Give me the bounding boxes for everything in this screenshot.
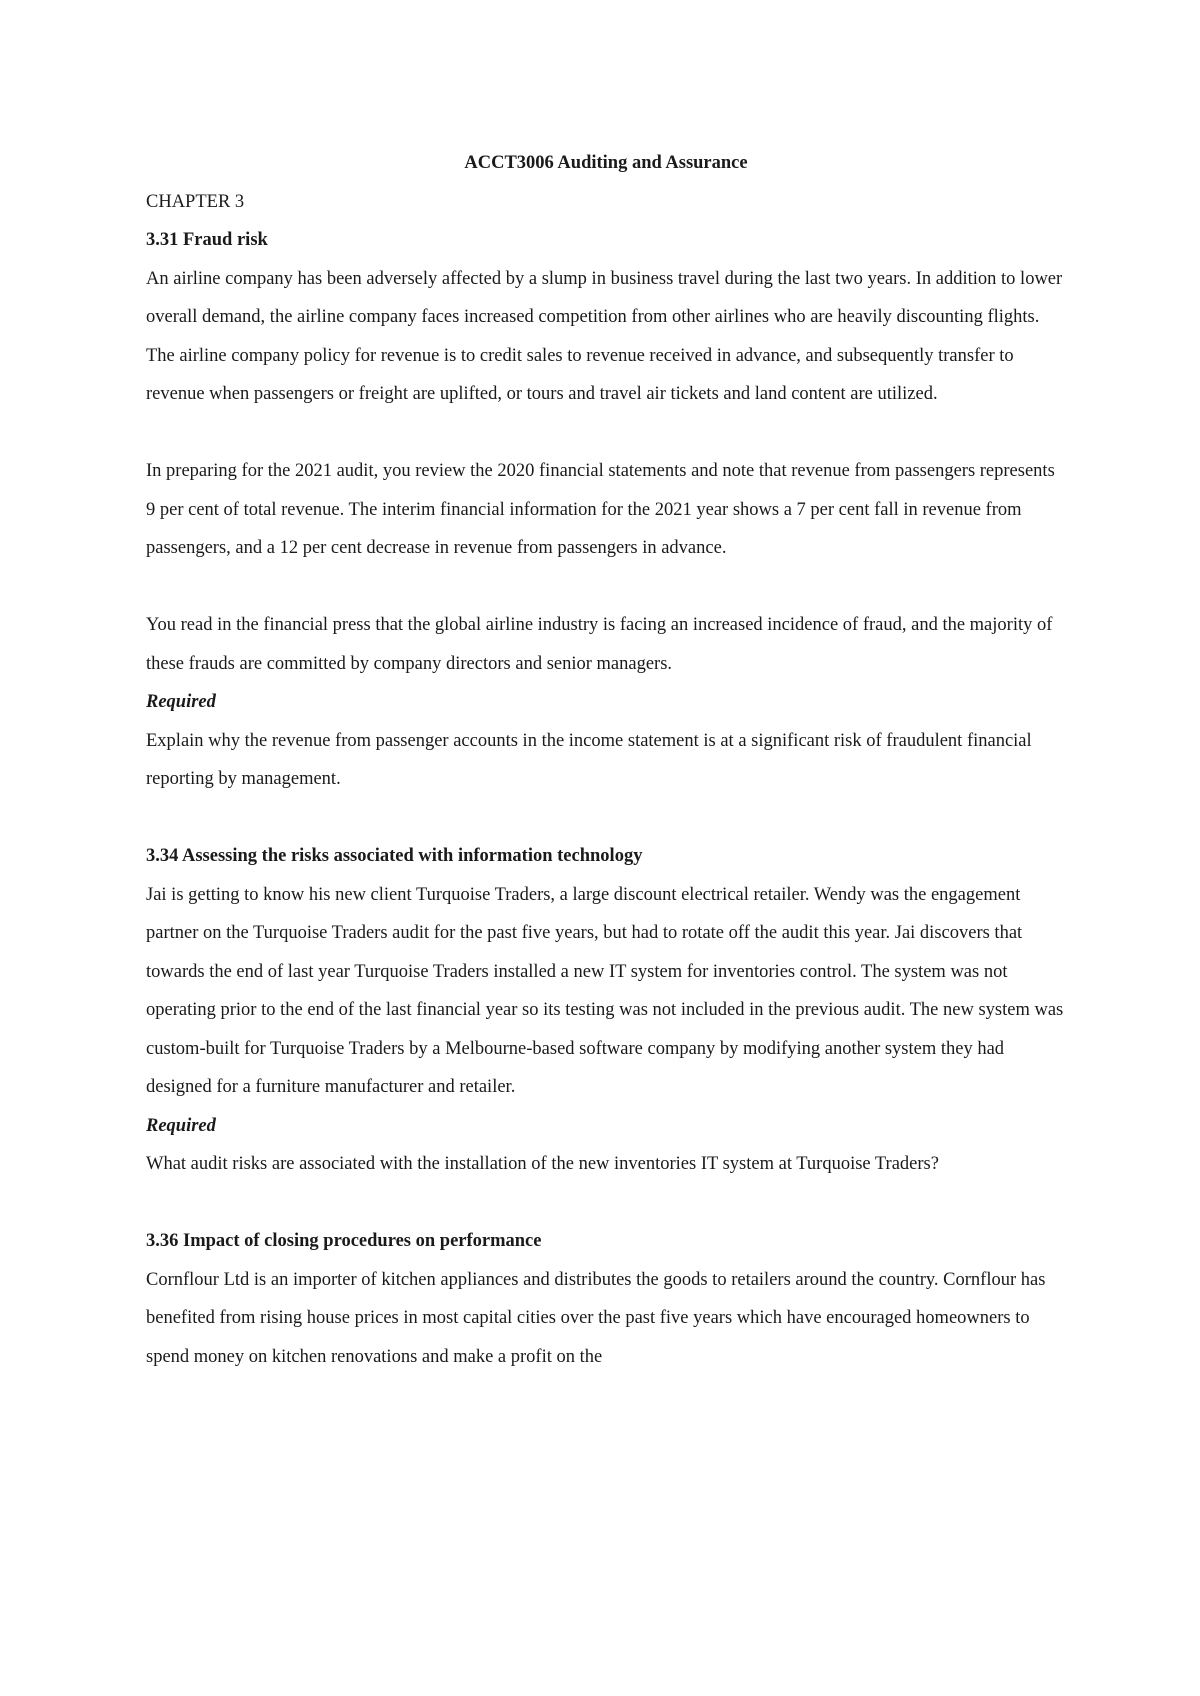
required-label: Required	[146, 1115, 216, 1136]
section-paragraph: Jai is getting to know his new client Turquoise Traders, a large discount electrical retailer. Wendy was the engagement partner on the Turquoise Traders audit for the past five years, but had to rotate off the audit this year. Jai discovers that towards the end of last year Turquoise Traders installed a new IT system for inventories control. The system was not operating prior to the end of the last financial year so its testing was not included in the previous audit. The new system was custom-built for Turquoise Traders by a Melbourne-based software company by modifying another system they had designed for a furniture manufacturer and retailer.	[146, 884, 1064, 1097]
chapter-label: CHAPTER 3	[146, 191, 245, 212]
section-paragraph: In preparing for the 2021 audit, you review the 2020 financial statements and note that revenue from passengers represents 9 per cent of total revenue. The interim financial information for the 2021 year shows a 7 per cent fall in revenue from passengers, and a 12 per cent decrease in revenue from passengers in advance.	[146, 461, 1055, 558]
section-paragraph: You read in the financial press that the global airline industry is facing an increased incidence of fraud, and the majority of these frauds are committed by company directors and senior managers.	[146, 615, 1053, 674]
document-page	[146, 144, 1066, 1376]
document-title: ACCT3006 Auditing and Assurance	[464, 153, 748, 173]
section-paragraph: Cornflour Ltd is an importer of kitchen appliances and distributes the goods to retailers around the country. Cornflour has benefited from rising house prices in most capital cities over the past five years which have encouraged homeowners to spend money on kitchen renovations and make a profit on the	[146, 1269, 1046, 1367]
paragraph-spacer	[146, 414, 1066, 453]
required-text: Explain why the revenue from passenger accounts in the income statement is at a significant risk of fraudulent financial reporting by management.	[146, 730, 1032, 789]
paragraph-spacer	[146, 799, 1066, 838]
section-paragraph: An airline company has been adversely affected by a slump in business travel during the last two years. In addition to lower overall demand, the airline company faces increased competition from other airlines who are heavily discounting flights. The airline company policy for revenue is to credit sales to revenue received in advance, and subsequently transfer to revenue when passengers or freight are uplifted, or tours and travel air tickets and land content are utilized.	[146, 268, 1063, 404]
section-heading-3-31: 3.31 Fraud risk	[146, 230, 268, 250]
section-heading-3-36: 3.36 Impact of closing procedures on performance	[146, 1231, 542, 1251]
paragraph-spacer	[146, 568, 1066, 607]
required-label: Required	[146, 692, 216, 712]
section-heading-3-34: 3.34 Assessing the risks associated with information technology	[146, 846, 643, 866]
required-text: What audit risks are associated with the installation of the new inventories IT system at Turquoise Traders?	[146, 1154, 939, 1174]
paragraph-spacer	[146, 1184, 1066, 1223]
